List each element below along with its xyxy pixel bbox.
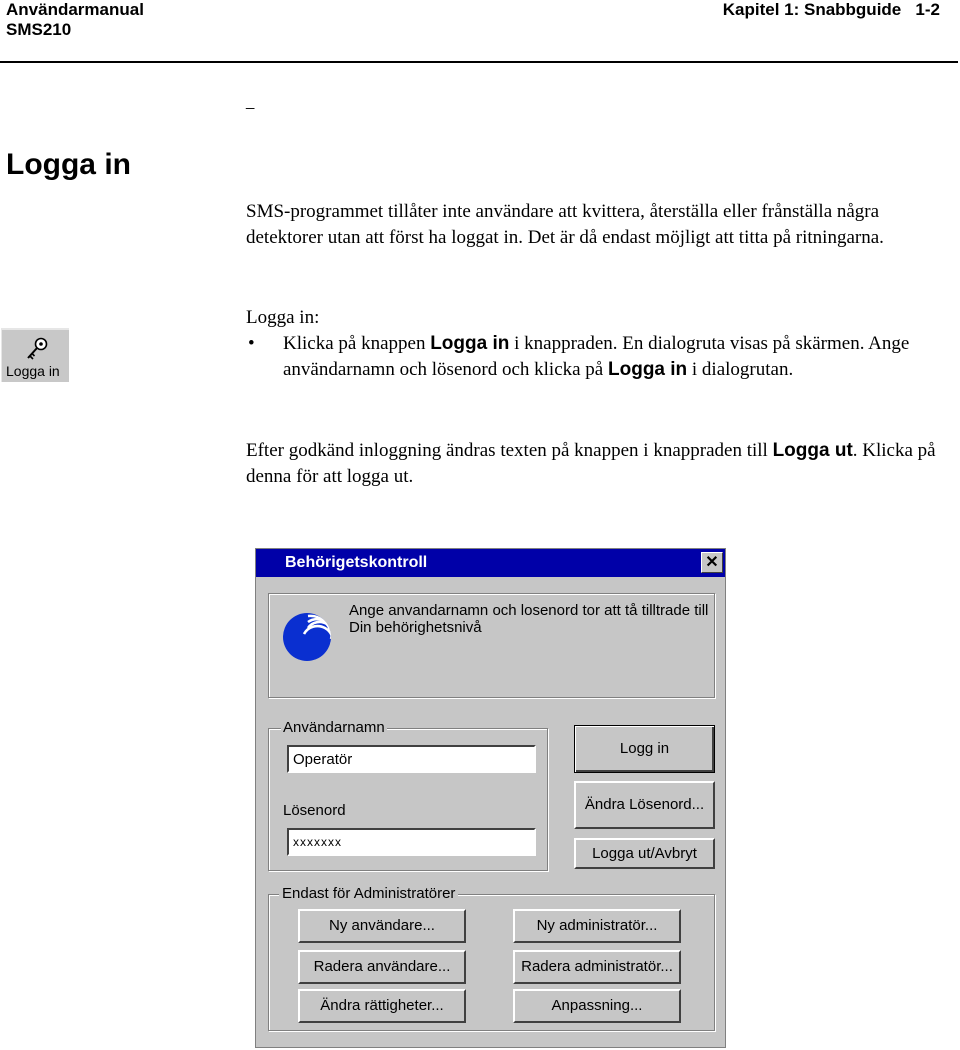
- product-name: SMS210: [6, 20, 72, 39]
- logga-in-toolbar-button[interactable]: [1, 328, 69, 382]
- username-label: Användarnamn: [283, 719, 385, 736]
- change-password-button[interactable]: Ändra Lösenord...: [574, 781, 715, 829]
- logout-pre: Efter godkänd inloggning ändras texten på knappen i knappraden till: [246, 440, 773, 461]
- login-steps-mid: i knappraden. En dialogruta visas på skärmen. Ange användarnamn och lösenord och klicka på: [283, 333, 910, 380]
- dialog-title: Behörigetskontroll: [285, 554, 428, 571]
- logout-post: . Klicka på denna för att logga ut.: [246, 440, 936, 487]
- intro-paragraph: SMS-programmet tillåter inte användare att kvittera, återställa eller frånställa några detektorer utan att först ha loggat in. Det är då endast möjligt att titta på ritningarna.: [246, 201, 884, 248]
- password-label: Lösenord: [283, 802, 346, 819]
- login-steps-post: i dialogrutan.: [687, 359, 794, 380]
- login-button-ref-2: Logga in: [608, 359, 688, 380]
- password-input[interactable]: [287, 828, 536, 856]
- login-steps-label: Logga in:: [246, 307, 320, 328]
- username-input[interactable]: [287, 745, 536, 773]
- login-steps-pre: Klicka på knappen: [283, 333, 431, 354]
- logout-cancel-button[interactable]: Logga ut/Avbryt: [574, 838, 715, 869]
- login-button-ref: Logga in: [430, 333, 510, 354]
- delete-admin-button[interactable]: Radera administratör...: [513, 950, 681, 984]
- chapter-page: Kapitel 1: Snabbguide 1-2: [722, 0, 940, 19]
- login-button[interactable]: Logg in: [574, 725, 715, 773]
- bullet-point: •: [248, 333, 255, 354]
- dash-mark: _: [246, 93, 255, 110]
- logout-paragraph: [246, 438, 946, 490]
- header-rule: [0, 61, 958, 63]
- admin-group-label: Endast för Administratörer: [279, 885, 458, 903]
- logout-button-ref: Logga ut: [772, 440, 853, 461]
- customize-button[interactable]: Anpassning...: [513, 989, 681, 1023]
- login-steps-text: [283, 331, 943, 383]
- manual-title: Användarmanual: [6, 0, 144, 19]
- new-admin-button[interactable]: Ny administratör...: [513, 909, 681, 943]
- info-message: Ange anvandarnamn och losenord tor att tå tilltrade till Din behörighetsnivå: [349, 602, 709, 636]
- new-user-button[interactable]: Ny användare...: [298, 909, 466, 943]
- dialog-titlebar: [256, 549, 725, 577]
- credentials-panel: [268, 719, 548, 871]
- info-panel: [268, 593, 715, 698]
- close-icon[interactable]: ✕: [701, 552, 723, 573]
- company-logo-icon: [282, 612, 332, 662]
- section-title: Logga in: [6, 148, 131, 181]
- key-icon: [24, 336, 50, 362]
- change-rights-button[interactable]: Ändra rättigheter...: [298, 989, 466, 1023]
- toolbar-button-label: Logga in: [6, 363, 60, 379]
- authorization-dialog: [255, 548, 726, 1048]
- delete-user-button[interactable]: Radera användare...: [298, 950, 466, 984]
